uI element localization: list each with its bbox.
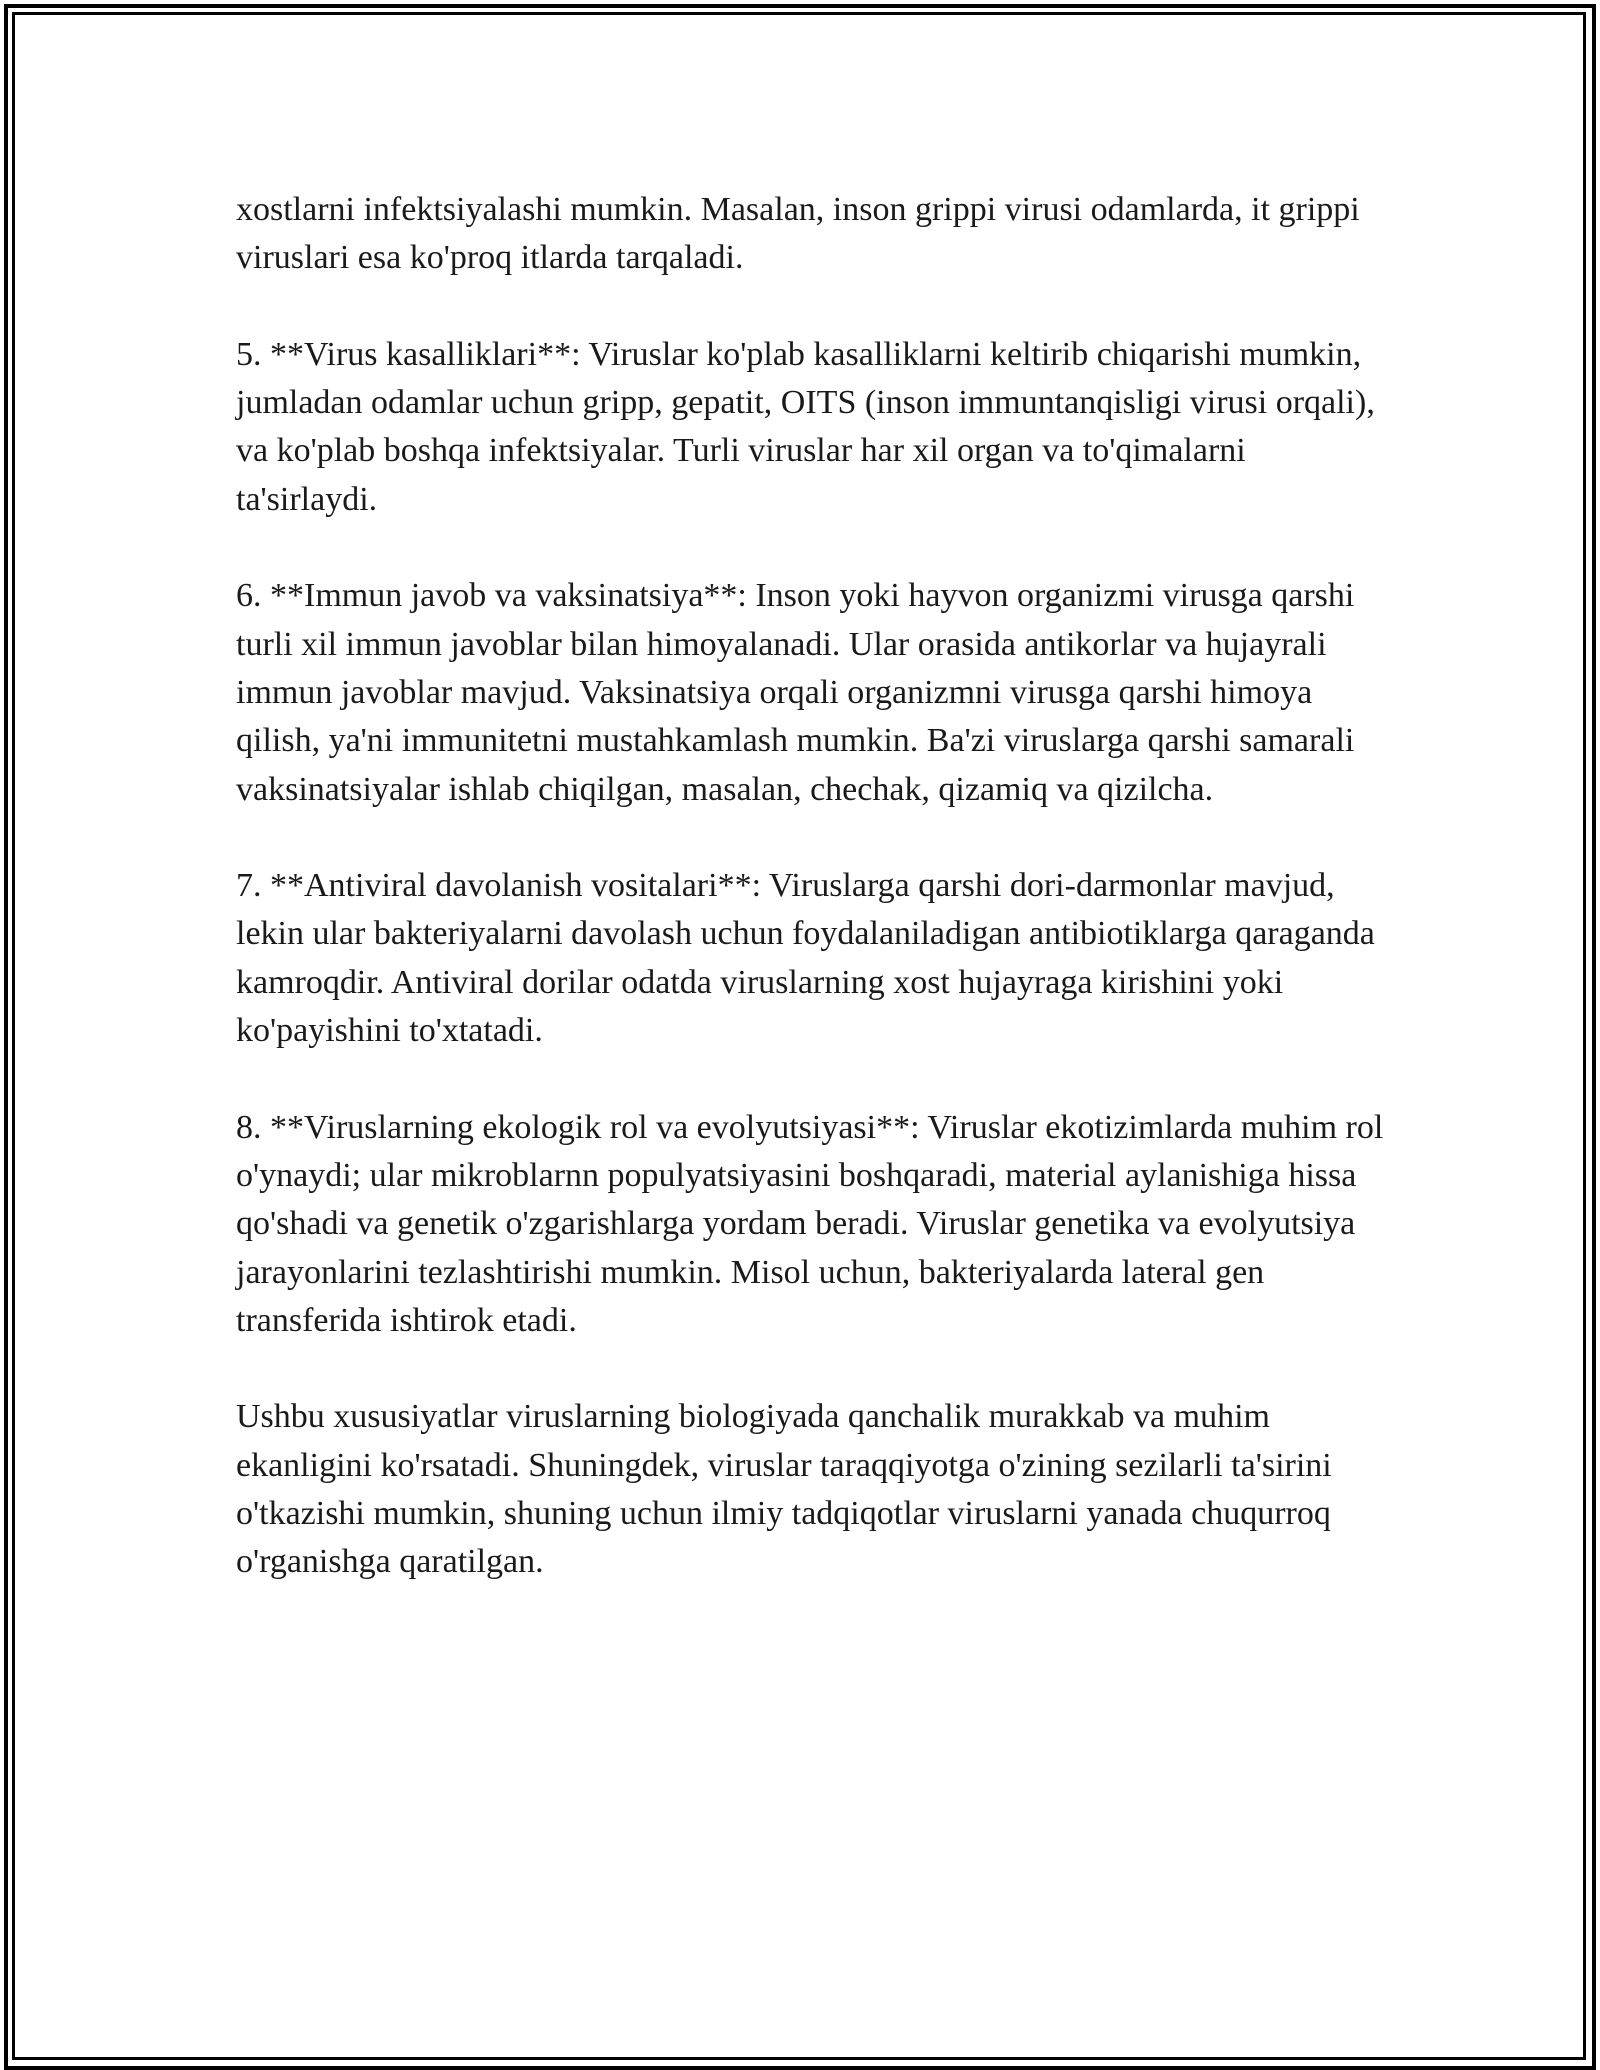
paragraph-item-8: 8. **Viruslarning ekologik rol va evolyutsiyasi**: Viruslar ekotizimlarda muhim rol o'ynaydi; ular mikroblarnn populyatsiyasini boshqaradi, material aylanishiga hissa qo'shadi va genetik o'zgarishlarga yordam beradi. Viruslar genetika va evolyutsiya jarayonlarini tezlashtirishi mumkin. Misol uchun, bakteriyalarda lateral gen transferida ishtirok etadi. [236,1108,1384,1339]
paragraph-item-7: 7. **Antiviral davolanish vositalari**: Viruslarga qarshi dori-darmonlar mavjud, lekin ular bakteriyalarni davolash uchun foydalaniladigan antibiotiklarga qaraganda kamroqdir. Antiviral dorilar odatda viruslarning xost hujayraga kirishini yoki ko'payishini to'xtatadi. [236,867,1375,1050]
paragraph-item-5: 5. **Virus kasalliklari**: Viruslar ko'plab kasalliklarni keltirib chiqarishi mumkin, jumladan odamlar uchun gripp, gepatit, OITS (inson immuntanqisligi virusi orqali), va ko'plab boshqa infektsiyalar. Turli viruslar har xil organ va to'qimalarni ta'sirlaydi. [236,335,1375,518]
paragraph-item-6: 6. **Immun javob va vaksinatsiya**: Inson yoki hayvon organizmi virusga qarshi turli xil immun javoblar bilan himoyalanadi. Ular orasida antikorlar va hujayrali immun javoblar mavjud. Vaksinatsiya orqali organizmni virusga qarshi himoya qilish, ya'ni immunitetni mustahkamlash mumkin. Ba'zi viruslarga qarshi samarali vaksinatsiyalar ishlab chiqilgan, masalan, chechak, qizamiq va qizilcha. [236,577,1355,808]
document-body [236,186,1386,1635]
paragraph-conclusion: Ushbu xususiyatlar viruslarning biologiyada qanchalik murakkab va muhim ekanligini ko'rsatadi. Shuningdek, viruslar taraqqiyotga o'zining sezilarli ta'sirini o'tkazishi mumkin, shuning uchun ilmiy tadqiqotlar viruslarni yanada chuqurroq o'rganishga qaratilgan. [236,1398,1332,1581]
paragraph-continuation: xostlarni infektsiyalashi mumkin. Masalan, inson grippi virusi odamlarda, it grippi viruslari esa ko'proq itlarda tarqaladi. [236,191,1360,277]
